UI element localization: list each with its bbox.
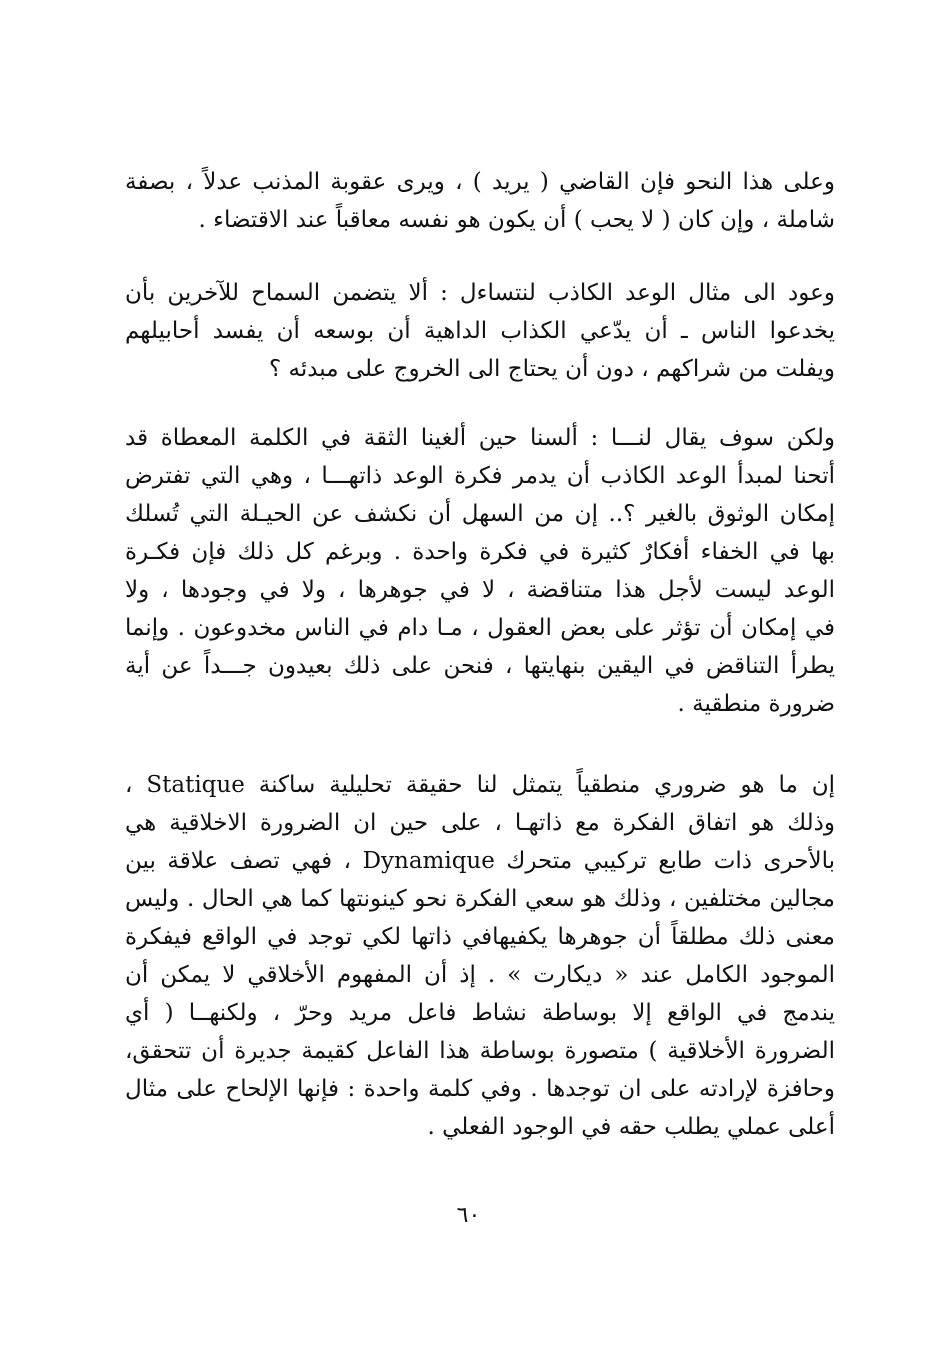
text-line: أعلى عملي يطلب حقه في الوجود الفعلي . <box>427 1114 835 1140</box>
paragraph-4 <box>125 766 835 1146</box>
paragraph-3 <box>125 419 835 723</box>
text-line: يطرأ التناقض في اليقين بنهايتها ، فنحن على ذلك بعيدون جـــداً عن أية <box>125 653 835 679</box>
text-line: وعلى هذا النحو فإن القاضي ( يريد ) ، ويرى عقوبة المذنب عدلاً ، بصفة <box>125 169 835 195</box>
text-line: إن ما هو ضروري منطقياً يتمثل لنا حقيقة تحليلية ساكنة Statique ، <box>125 772 835 798</box>
paragraph-2 <box>125 274 835 388</box>
text-line: وذلك هو اتفاق الفكرة مع ذاتهـا ، على حين ان الضرورة الاخلاقية هي <box>125 810 835 836</box>
text-line: بالأحرى ذات طابع تركيبي متحرك Dynamique ، فهي تصف علاقة بين <box>125 848 835 874</box>
text-line: ولكن سوف يقال لنـــا : ألسنا حين ألغينا الثقة في الكلمة المعطاة قد <box>125 425 835 451</box>
text-line: في إمكان أن تؤثر على بعض العقول ، مـا دام في الناس مخدوعون . وإنما <box>125 615 835 641</box>
text-line: ويفلت من شراكهم ، دون أن يحتاج الى الخروج على مبدئه ؟ <box>268 356 835 382</box>
text-line: ضرورة منطقية . <box>677 691 835 717</box>
text-line: يندمج في الواقع إلا بوساطة نشاط فاعل مريد وحرّ ، ولكنهــا ( أي <box>125 1000 835 1026</box>
text-line: إمكان الوثوق بالغير ؟.. إن من السهل أن نكشف عن الحيـلة التي تُسلك <box>125 501 835 527</box>
page-number: ٦٠ <box>456 1203 481 1228</box>
text-line: وحافزة لإرادته على ان توجدها . وفي كلمة واحدة : فإنها الإلحاح على مثال <box>125 1076 835 1102</box>
text-line: شاملة ، وإن كان ( لا يحب ) أن يكون هو نفسه معاقباً عند الاقتضاء . <box>198 207 835 233</box>
text-line: يخدعوا الناس ـ أن يدّعي الكذاب الداهية أن بوسعه أن يفسد أحابيلهم <box>125 318 835 344</box>
text-line: وعود الى مثال الوعد الكاذب لنتساءل : ألا يتضمن السماح للآخرين بأن <box>125 280 835 306</box>
paragraph-1 <box>125 163 835 239</box>
text-line: الوعد ليست لأجل هذا متناقضة ، لا في جوهرها ، ولا في وجودها ، ولا <box>125 577 835 603</box>
text-line: مجالين مختلفين ، وذلك هو سعي الفكرة نحو كينونتها كما هي الحال . وليس <box>125 886 835 912</box>
text-line: الموجود الكامل عند « ديكارت » . إذ أن المفهوم الأخلاقي لا يمكن أن <box>125 962 835 988</box>
text-line: معنى ذلك مطلقاً أن جوهرها يكفيهافي ذاتها لكي توجد في الواقع فيفكرة <box>125 924 835 950</box>
text-line: أتحنا لمبدأ الوعد الكاذب أن يدمر فكرة الوعد ذاتهـــا ، وهي التي تفترض <box>125 463 835 489</box>
text-line: الضرورة الأخلاقية ) متصورة بوساطة هذا الفاعل كقيمة جديرة أن تتحقق، <box>125 1038 835 1064</box>
text-line: بها في الخفاء أفكارٌ كثيرة في فكرة واحدة . وبرغم كل ذلك فإن فكـرة <box>125 539 835 565</box>
